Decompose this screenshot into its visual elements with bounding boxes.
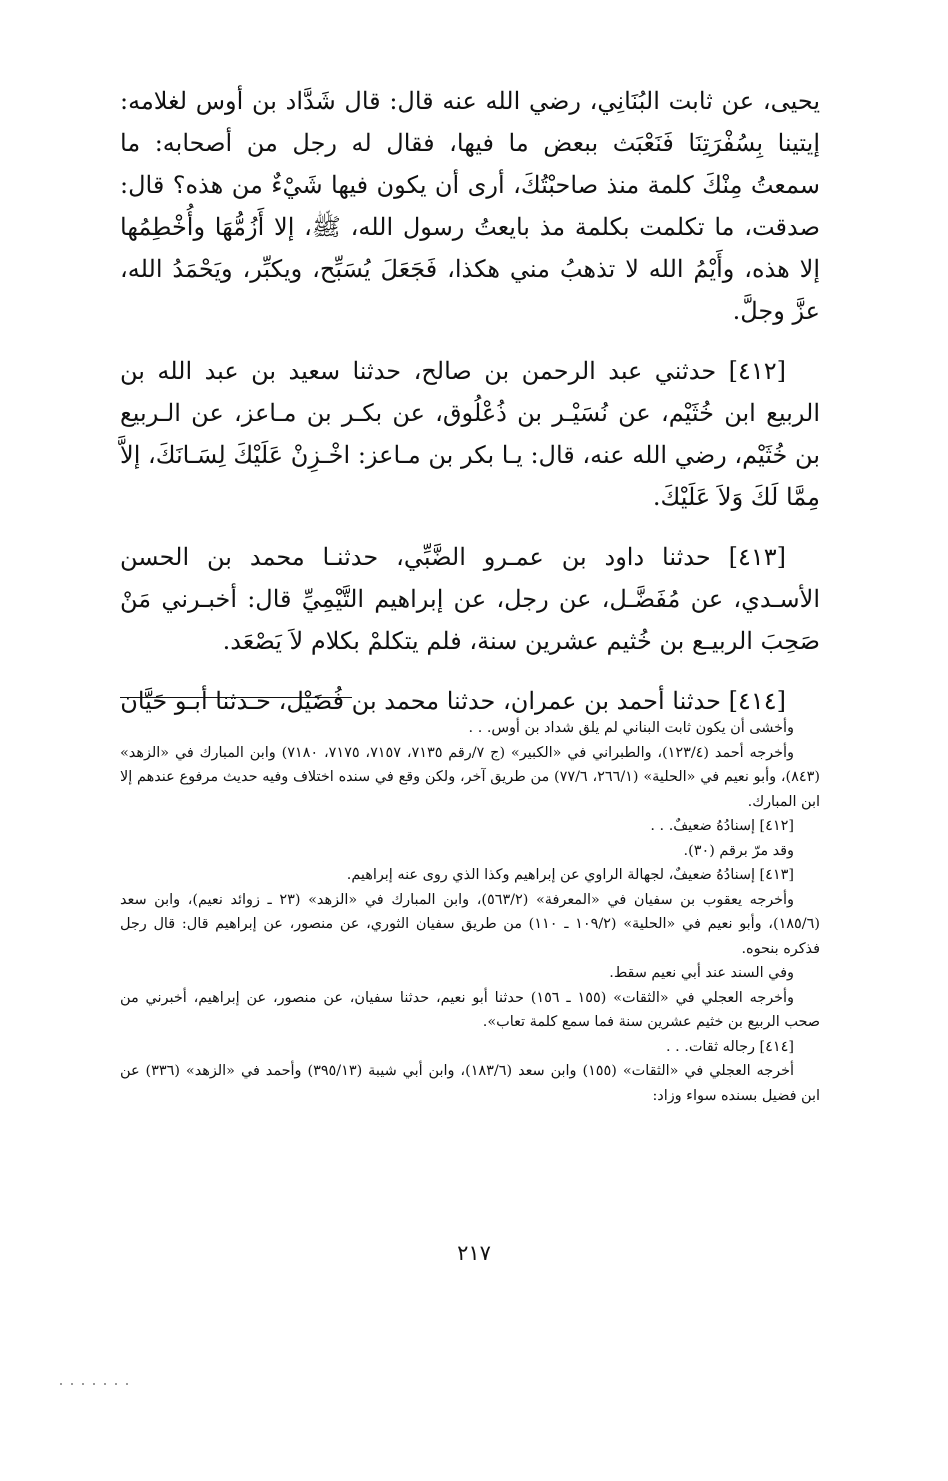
footnotes [120, 716, 820, 1108]
footnote-line: [٤١٤] رجاله ثقات. . . [665, 1038, 794, 1055]
paragraph-413: [٤١٣] حدثنا داود بن عمـرو الضَّبِّي، حدثنـا محمد بن الحسن الأسـدي، عن مُفَضَّـل، عن رجل، عن إبراهيم التَّيْمِيِّ قال: أخبـرني مَنْ صَحِبَ الربيـع بن خُثيم عشرين سنة، فلم يتكلمْ بكلام لاَ يَصْعَد. [120, 543, 820, 655]
footnote-line: وأخشى أن يكون ثابت البناني لم يلق شداد بن أوس. . . [468, 720, 794, 736]
footnote-line: وأخرجه العجلي في «الثقات» (١٥٥ ـ ١٥٦) حدثنا أبو نعيم، حدثنا سفيان، عن منصور، عن إبراهيم، أخبرني من صحب الربيع بن خثيم عشرين سنة فما سمع كلمة تعاب». [120, 989, 820, 1030]
footnote-line: [٤١٣] إسنادُهُ ضعيفٌ، لجهالة الراوي عن إبراهيم وكذا الذي روى عنه إبراهيم. [346, 867, 794, 883]
footnote-line: وأخرجه أحمد (١٢٣/٤)، والطبراني في «الكبير» (ج ٧/رقم ٧١٣٥، ٧١٥٧، ٧١٧٥، ٧١٨٠) وابن المبارك في «الزهد» (٨٤٣)، وأبو نعيم في «الحلية» (٢٦٦/١، ٧٧/٦) من طريق آخر، ولكن وقع في سنده اختلاف وفيه حديث مرفوع عندهم إلا ابن المبارك. [120, 744, 820, 810]
scan-specks [60, 1383, 128, 1385]
paragraph-412: [٤١٢] حدثني عبد الرحمن بن صالح، حدثنا سعيد بن عبد الله بن الربيع ابن خُثَيْم، عن نُسَيْـر بن ذُعْلُوق، عن بكـر بن مـاعز، عن الـربيع بن خُثَيْم، رضي الله عنه، قال: يـا بكر بن مـاعز: اخْـزِنْ عَلَيْكَ لِسَـانَكَ، إلاَّ مِمَّا لَكَ وَلاَ عَلَيْكَ. [120, 357, 820, 511]
footnote-line: [٤١٢] إسنادُهُ ضعيفٌ. . . [650, 818, 794, 834]
footnote-separator [120, 697, 352, 698]
paragraph-414: [٤١٤] حدثنا أحمد بن عمران، حدثنا محمد بن فُضَيْل، حـدثنا أبـو حَيَّان [120, 687, 786, 715]
footnote-line: وفي السند عند أبي نعيم سقط. [609, 965, 794, 981]
footnote-line: وأخرجه يعقوب بن سفيان في «المعرفة» (٥٦٣/٢)، وابن المبارك في «الزهد» (٢٣ ـ زوائد نعيم)، وابن سعد (١٨٥/٦)، وأبو نعيم في «الحلية» (١٠٩/٢ ـ ١١٠) من طريق سفيان الثوري، عن منصور، عن إبراهيم قال: قال رجل فذكره بنحوه. [120, 891, 820, 957]
main-text [120, 80, 820, 740]
footnote-line: أخرجه العجلي في «الثقات» (١٥٥) وابن سعد (١٨٣/٦)، وابن أبي شيبة (٣٩٥/١٣) وأحمد في «الزهد» (٣٣٦) عن ابن فضيل بسنده سواء وزاد: [120, 1063, 820, 1104]
page-number: ٢١٧ [457, 1241, 491, 1265]
footnote-line: وقد مرّ برقم (٣٠). [683, 842, 794, 859]
paragraph-continuation: يحيى، عن ثابت البُنَانِي، رضي الله عنه قال: قال شَدَّاد بن أوس لغلامه: إيتينا بِسُفْرَتِنَا فَنَعْبَث ببعض ما فيها، فقال له رجل من أصحابه: ما سمعتُ مِنْكَ كلمة منذ صاحبْتُكَ، أرى أن يكون فيها شَيْءٌ من هذه؟ قال: صدقت، ما تكلمت بكلمة مذ بايعتُ رسول الله، ﷺ، إلا أَزُمُّهَا وأُخْطِمُها إلا هذه، وأَيْمُ الله لا تذهبُ مني هكذا، فَجَعَلَ يُسَبِّح، ويكبِّر، ويَحْمَدُ الله، عزَّ وجلَّ. [120, 87, 820, 325]
